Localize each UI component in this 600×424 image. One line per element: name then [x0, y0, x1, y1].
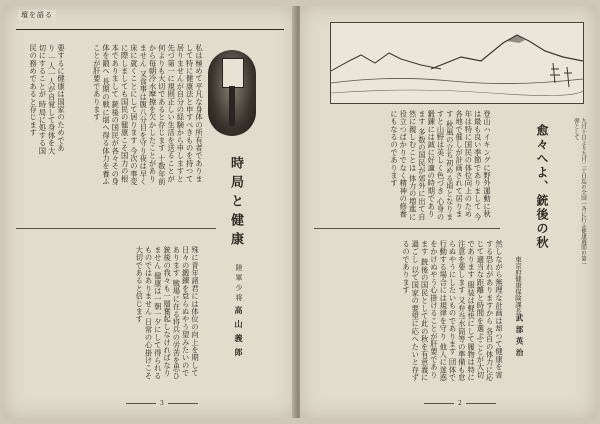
- body-columns-upper: 登山ハイキングに野外運動に秋は最も良い季節でありまして 今年は特に国民の体位向上のため各地で催しが計画されて居ります 秋風の立ち初める頃となりますと山野は美しく色づき 心身の鍛錬には誠に好適の時期であります 多数の国民が郊外に出て自然に親しむことは 体力の増進に役立つばかりでなく精神の修養にもなるのであります: [390, 110, 492, 221]
- far-left-columns: 要するに健康は国家のためであり 一人一人が自覚して身体を大切にすることが 時局に処する国民の務めであると存じます: [29, 44, 66, 155]
- author-name: 武部英治: [515, 314, 524, 360]
- running-head: 壇を語る: [18, 10, 56, 20]
- article-title: 愈々へよ、銃後の秋: [535, 124, 549, 250]
- article-photo: [208, 50, 256, 136]
- running-head-rule: [16, 20, 284, 30]
- article-subtitle: 九月十日より九月二十日迄の全国一斉に行ふ健康週間の第一弾として: [573, 118, 586, 267]
- author-role: 陸軍少将: [235, 264, 243, 304]
- mountain-illustration: [330, 22, 584, 104]
- page-number: 2: [420, 400, 500, 407]
- article-title: 時局と健康: [228, 156, 243, 251]
- author-name: 高山義郎: [234, 306, 244, 362]
- page-number: 3: [122, 400, 202, 407]
- left-page: [4, 6, 296, 418]
- author-role: 東京府健康保険課長: [514, 256, 522, 315]
- column-rule: [16, 228, 216, 229]
- column-rule: [314, 228, 500, 229]
- body-columns-upper: 私は極めて平凡な身体の所有者でありまして特に健康法と申すべきものを持つて居りませんが自分の経験から申しますと 先づ第一に規則正しい生活を送ることが何よりも大切であると存じます 十数年前から毎朝冷水摩擦を欠かしたことがありません 又食事は腹八分目を守り夜は早く床に就くことにして居ります 今次の事変に際しましても国民の健康こそ国力の根本でありまして 銃後の国民が各々その身体を鍛へ 長期の戦に堪へ得る体力を養ふことが肝要であります: [92, 44, 204, 186]
- body-columns-lower: 殊に青年諸君には体位の向上を期して日々の鍛錬を怠らぬやう望みたいのであります 戦場に在る将兵の労苦を思ひ銃後の我々も一層奮起しなければなりません 健康は一朝一夕にして得られるものではありません 日常の心掛けこそ大切であると信じます: [135, 246, 200, 380]
- body-columns-lower: 然しながら無理な計画は却つて健康を害する恐れがありますから 各自の体力に応じて適当な距離と時間を選ぶことが大切であります 服装は軽快にして履物は特に注意を要します 又弁当水筒等の準備も怠らぬやうにしたいものであります 団体で行動する場合には規律を守り 他人に迷惑をかけぬやう心掛けることが肝要であります 銃後の国民として此の秋を有意義に過ごし 以て国家の要望に応へたいと存ずるのであります: [402, 240, 504, 382]
- right-page: [300, 6, 596, 418]
